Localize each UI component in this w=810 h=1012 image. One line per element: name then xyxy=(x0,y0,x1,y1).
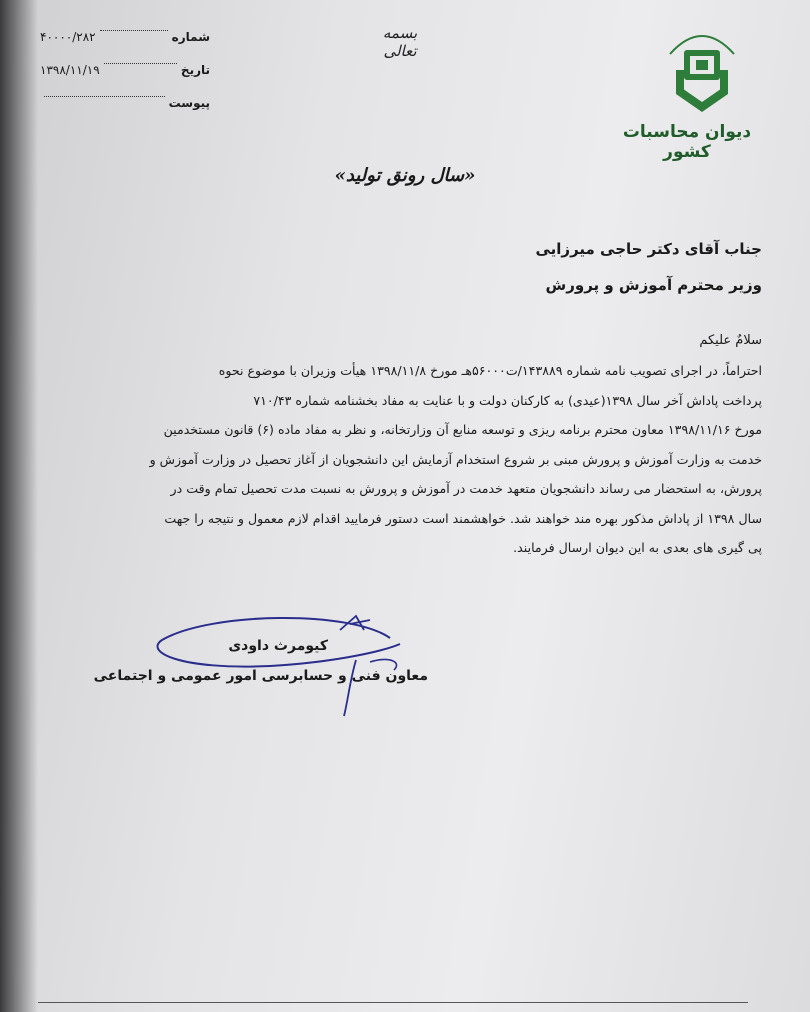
body-line: مورخ ۱۳۹۸/۱۱/۱۶ معاون محترم برنامه ریزی و توسعه منابع آن وزارتخانه، و نظر به مفاد ماده (۶) قانون مستخدمین xyxy=(163,422,762,437)
body-line: احتراماً، در اجرای تصویب نامه شماره ۱۴۳۸۸۹/ت۵۶۰۰۰هـ مورخ ۱۳۹۸/۱۱/۸ هیأت وزیران با موضوع نحوه xyxy=(218,363,762,378)
recipient-block xyxy=(162,240,762,312)
meta-number-value: ۴۰۰۰۰/۲۸۲ xyxy=(40,30,96,44)
organization-name: دیوان محاسبات کشور xyxy=(622,122,752,162)
meta-number-label: شماره xyxy=(171,30,210,44)
emblem-icon xyxy=(656,14,748,114)
body-line: پرورش، به استحضار می رساند دانشجویان متعهد خدمت در آموزش و پرورش به نسبت مدت تحصیل تمام وقت در xyxy=(170,481,762,496)
body-line: پرداخت پاداش آخر سال ۱۳۹۸(عیدی) به کارکنان دولت و با عنایت به مفاد بخشنامه شماره ۷۱۰/۴۳ xyxy=(253,392,762,408)
footer-divider xyxy=(38,1002,748,1003)
meta-dots xyxy=(100,30,168,31)
page-shadow xyxy=(0,0,38,1012)
body-line: خدمت به وزارت آموزش و پرورش مبنی بر شروع استخدام آزمایش این دانشجویان از آغاز تحصیل در وزارت آموزش و xyxy=(149,451,762,467)
signature-icon xyxy=(150,590,410,720)
meta-dots xyxy=(104,63,177,64)
letter-body xyxy=(42,356,762,563)
meta-date-value: ۱۳۹۸/۱۱/۱۹ xyxy=(40,63,100,77)
meta-number-row xyxy=(40,30,210,63)
meta-date-row xyxy=(40,63,210,96)
letter-meta xyxy=(40,30,210,129)
meta-dots xyxy=(44,96,165,97)
bismillah-heading: بسمه تعالی xyxy=(382,24,418,60)
body-line: سال ۱۳۹۸ از پاداش مذکور بهره مند خواهند شد. خواهشمند است دستور فرمایید اقدام لازم معمول و نتیجه را جهت xyxy=(164,510,762,526)
signatory-title: معاون فنی و حسابرسی امور عمومی و اجتماعی xyxy=(93,668,428,684)
body-line: پی گیری های بعدی به این دیوان ارسال فرمایند. xyxy=(513,540,762,555)
meta-date-label: تاریخ xyxy=(180,63,210,77)
meta-attachment-row xyxy=(40,96,210,129)
recipient-position: وزیر محترم آموزش و پرورش xyxy=(545,276,762,294)
year-slogan: «سال رونق تولید» xyxy=(334,165,476,186)
greeting: سلامٌ علیکم xyxy=(699,333,762,348)
recipient-name: جناب آقای دکتر حاجی میرزایی xyxy=(535,240,762,258)
meta-attachment-label: پیوست xyxy=(168,96,210,110)
signatory-name: کیومرث داودی xyxy=(228,638,328,654)
